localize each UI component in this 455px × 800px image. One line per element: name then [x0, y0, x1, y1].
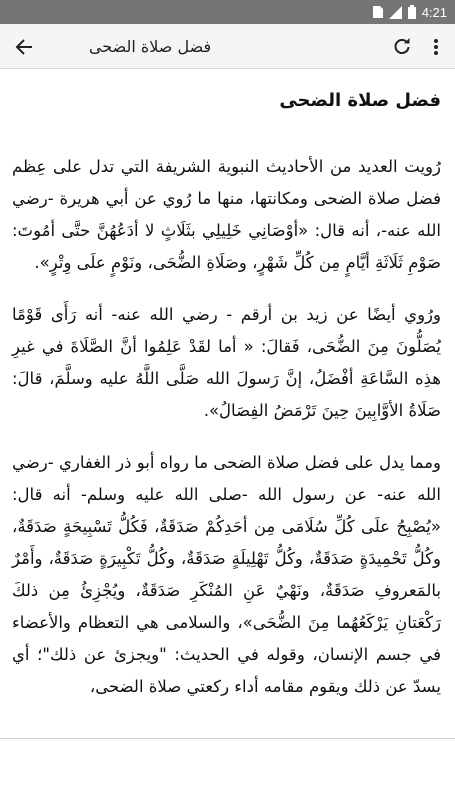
signal-icon [389, 6, 402, 19]
article-paragraph: رُويت العديد من الأحاديث النبوية الشريفة التي تدل على عِظم فضل صلاة الضحى ومكانتها، منها ما رُوي عن أبي هريرة -رضي الله عنه-، أنه قال: «أوْصَانِي خَلِيلِي بثَلَاثٍ لا أدَعُهُنَّ حتَّى أمُوتَ: صَوْمِ ثَلَاثَةِ أيَّامٍ مِن كُلِّ شَهْرٍ، وصَلَاةِ الضُّحَى، ونَوْمٍ علَى وِتْرٍ». [12, 157, 441, 272]
article-paragraph: ورُوي أيضًا عن زيد بن أرقم - رضي الله عنه- أنه رَأَى قَوْمًا يُصَلُّونَ مِنَ الضُّحَى، فَقالَ: « أما لقَدْ عَلِمُوا أنَّ الصَّلَاةَ في غيرِ هذِه السَّاعَةِ أفْضَلُ، إنَّ رَسولَ الله صَلَّى اللَّهُ عليه وسلَّمَ، قالَ: صَلَاةُ الأوَّابِينَ حِينَ تَرْمَضُ الفِصَالُ». [12, 305, 441, 420]
refresh-icon [393, 38, 411, 56]
overflow-menu-button[interactable] [416, 24, 455, 69]
sim-card-icon [373, 6, 383, 18]
back-button[interactable] [4, 24, 44, 69]
article-heading: فضل صلاة الضحى [279, 90, 441, 111]
more-vert-icon [433, 38, 439, 56]
app-bar [0, 24, 455, 69]
article-paragraph: ومما يدل على فضل صلاة الضحى ما رواه أبو ذر الغفاري -رضي الله عنه- عن رسول الله -صلى الله عليه وسلم- أنه قال: «يُصْبِحُ علَى كُلِّ سُلَامَى مِن أحَدِكُمْ صَدَقَةٌ، فَكُلُّ تَسْبِيحَةٍ صَدَقَةٌ، وكُلُّ تَحْمِيدَةٍ صَدَقَةٌ، وكُلُّ تَهْلِيلَةٍ صَدَقَةٌ، وكُلُّ تَكْبِيرَةٍ صَدَقَةٌ، وأَمْرٌ بالمَعروفِ صَدَقَةٌ، ونَهْيٌ عَنِ المُنْكَرِ صَدَقَةٌ، ويُجْزِئُ مِن ذلكَ رَكْعَتانِ يَرْكَعُهُما مِنَ الضُّحَى»، والسلامى هي التعظام والأعضاء في جسم الإنسان، وقوله في الحديث: "ويجزئ عن ذلك"؛ أي يسدّ عن ذلك ويقوم مقامه أداء ركعتي صلاة الضحى، [12, 453, 441, 696]
battery-icon [408, 5, 416, 19]
app-bar-title: فضل صلاة الضحى [88, 37, 212, 56]
status-bar [0, 0, 455, 24]
bottom-divider [0, 738, 455, 739]
status-time: 4:21 [421, 4, 447, 20]
article-webview[interactable] [0, 70, 455, 738]
back-arrow-icon [15, 38, 33, 56]
